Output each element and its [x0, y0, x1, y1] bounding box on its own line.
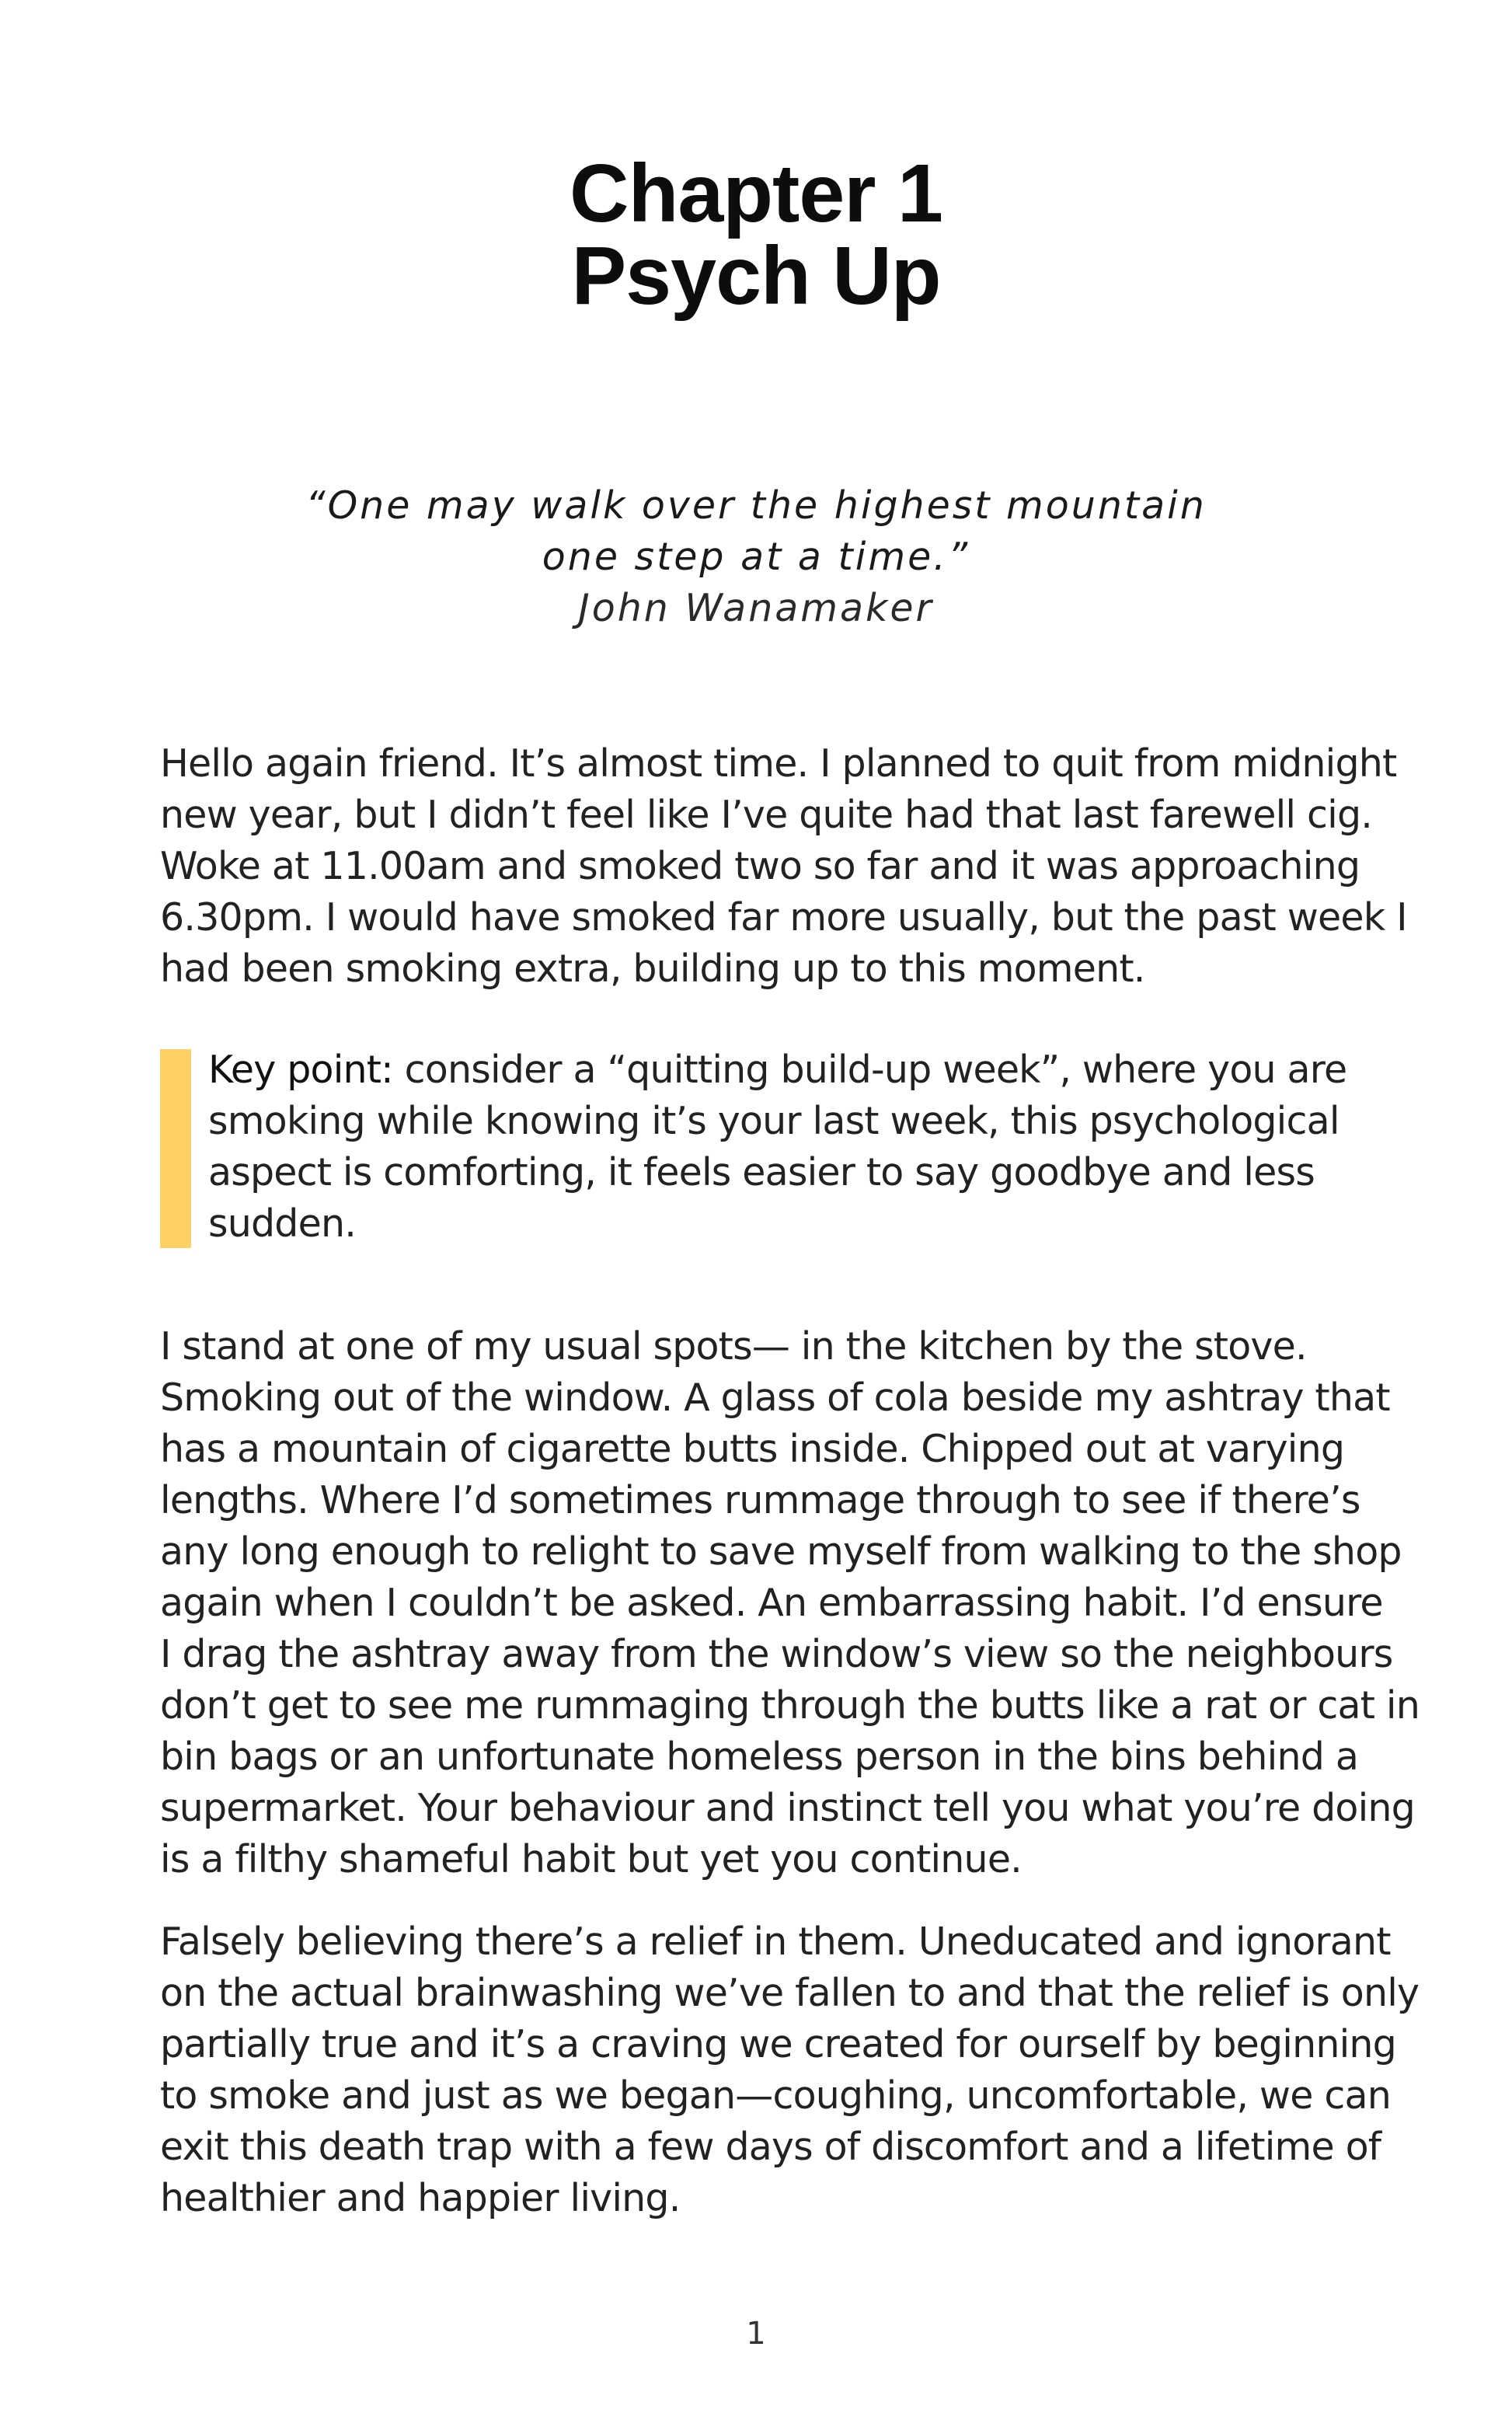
- paragraph-line: Smoking out of the window. A glass of cola beside my ashtray that: [160, 1376, 1390, 1420]
- paragraph-relief: [160, 1916, 1420, 2224]
- paragraph-line: on the actual brainwashing we’ve fallen to and that the relief is only: [160, 1971, 1420, 2015]
- epigraph-line: “One may walk over the highest mountain: [305, 483, 1207, 528]
- paragraph-line: Woke at 11.00am and smoked two so far and it was approaching: [160, 844, 1360, 888]
- paragraph-kitchen: [160, 1321, 1420, 1885]
- paragraph-line: Hello again friend. It’s almost time. I planned to quit from midnight: [160, 741, 1397, 786]
- paragraph-line: has a mountain of cigarette butts inside. Chipped out at varying: [160, 1427, 1345, 1471]
- paragraph-line: don’t get to see me rummaging through the butts like a rat or cat in: [160, 1683, 1420, 1728]
- epigraph-author: John Wanamaker: [578, 586, 934, 630]
- key-point-callout: [160, 1044, 1388, 1250]
- paragraph-line: again when I couldn’t be asked. An embarrassing habit. I’d ensure: [160, 1581, 1383, 1625]
- epigraph-quote: [0, 480, 1512, 634]
- key-point-line: aspect is comforting, it feels easier to say goodbye and less: [208, 1150, 1315, 1194]
- key-point-line: smoking while knowing it’s your last week, this psychological: [208, 1099, 1340, 1143]
- paragraph-line: 6.30pm. I would have smoked far more usually, but the past week I: [160, 895, 1407, 940]
- paragraph-line: I stand at one of my usual spots— in the kitchen by the stove.: [160, 1324, 1307, 1369]
- page-number: 1: [746, 2316, 766, 2352]
- paragraph-line: lengths. Where I’d sometimes rummage through to see if there’s: [160, 1478, 1360, 1522]
- chapter-number: Chapter 1: [570, 148, 942, 239]
- paragraph-line: healthier and happier living.: [160, 2176, 681, 2220]
- key-point-line: sudden.: [208, 1201, 356, 1246]
- paragraph-line: partially true and it’s a craving we created for ourself by beginning: [160, 2022, 1396, 2066]
- paragraph-line: exit this death trap with a few days of discomfort and a lifetime of: [160, 2125, 1381, 2169]
- chapter-heading: [0, 148, 1512, 322]
- key-point-first-line: [208, 1044, 1347, 1096]
- paragraph-line: I drag the ashtray away from the window’s view so the neighbours: [160, 1632, 1393, 1676]
- key-point-first-line-rest: consider a “quitting build-up week”, where you are: [392, 1048, 1347, 1092]
- paragraph-line: to smoke and just as we began—coughing, uncomfortable, we can: [160, 2073, 1391, 2118]
- epigraph-line: one step at a time.”: [542, 535, 970, 579]
- key-point-label: Key point:: [208, 1048, 393, 1092]
- paragraph-line: any long enough to relight to save myself from walking to the shop: [160, 1529, 1402, 1574]
- paragraph-line: new year, but I didn’t feel like I’ve quite had that last farewell cig.: [160, 793, 1373, 837]
- paragraph-line: is a filthy shameful habit but yet you continue.: [160, 1837, 1022, 1881]
- paragraph-opening: [160, 738, 1407, 995]
- callout-accent-bar: [160, 1049, 191, 1248]
- key-point-text: [208, 1044, 1347, 1250]
- chapter-title: Psych Up: [571, 230, 941, 322]
- paragraph-line: bin bags or an unfortunate homeless person in the bins behind a: [160, 1735, 1359, 1779]
- paragraph-line: had been smoking extra, building up to this moment.: [160, 947, 1145, 991]
- paragraph-line: Falsely believing there’s a relief in them. Uneducated and ignorant: [160, 1920, 1391, 1964]
- paragraph-line: supermarket. Your behaviour and instinct tell you what you’re doing: [160, 1786, 1415, 1830]
